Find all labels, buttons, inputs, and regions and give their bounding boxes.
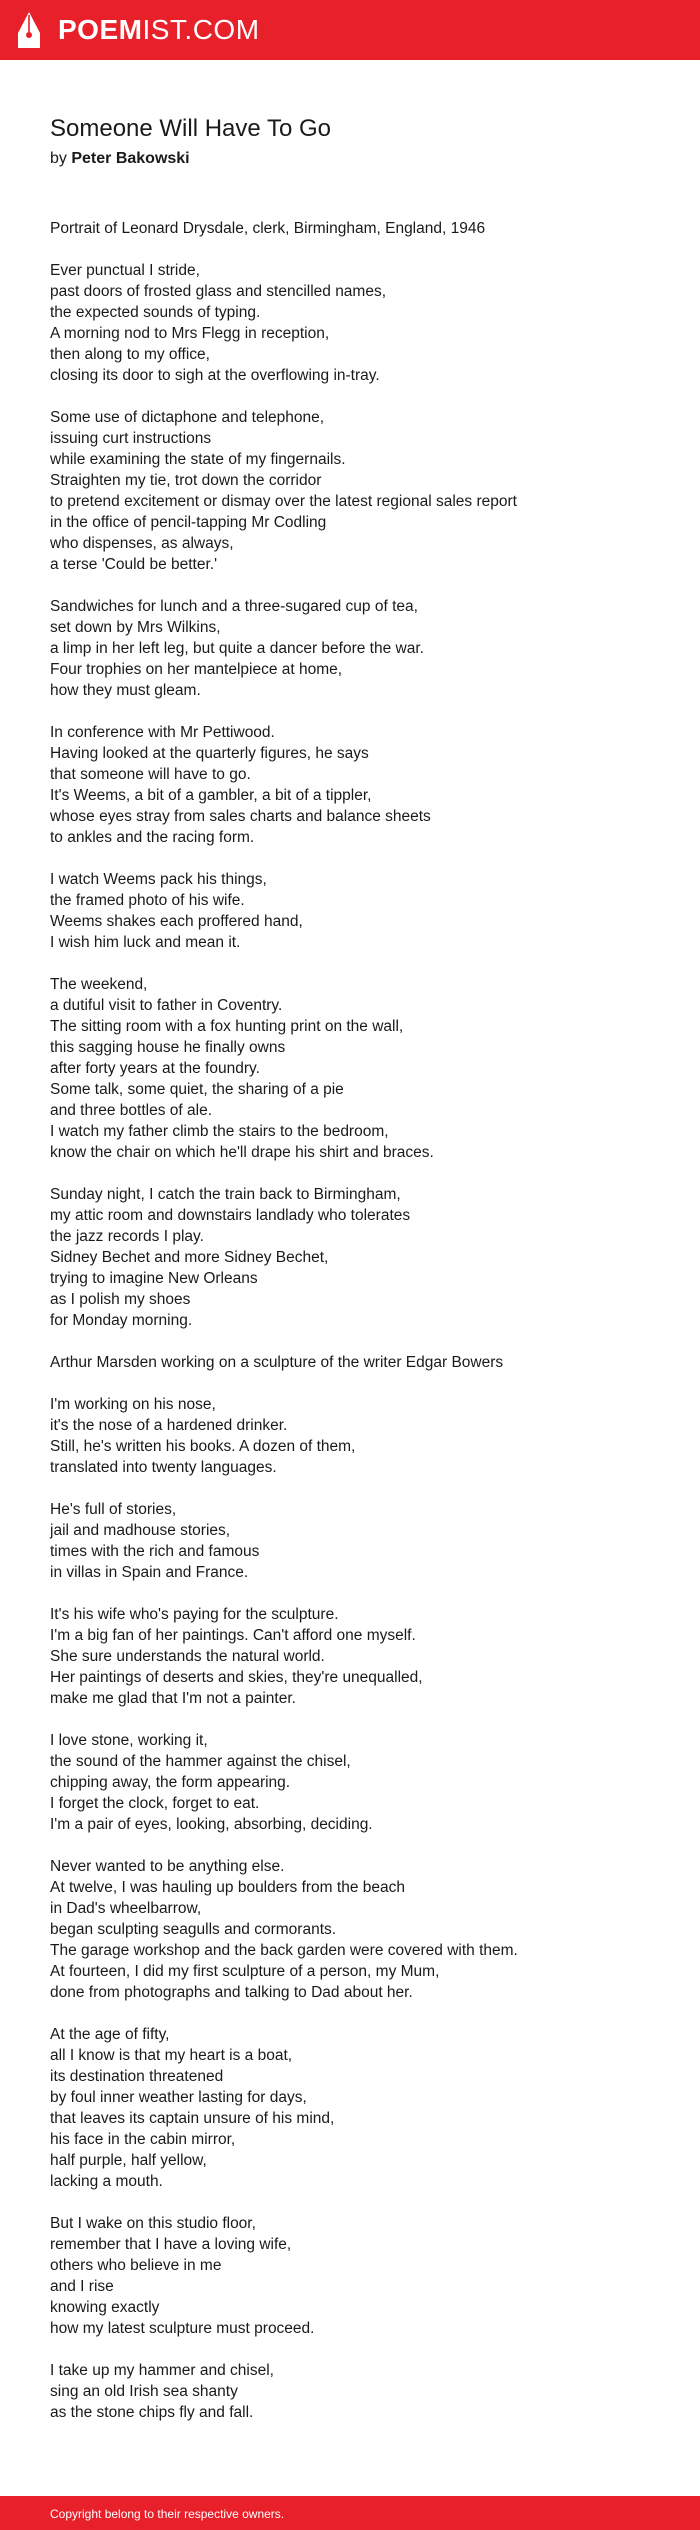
poem-line: The sitting room with a fox hunting print on the wall, bbox=[50, 1018, 404, 1035]
poem-line: times with the rich and famous bbox=[50, 1543, 260, 1560]
poem-line: At the age of fifty, bbox=[50, 2026, 170, 2043]
stanza-break bbox=[50, 2339, 650, 2360]
poem-line: knowing exactly bbox=[50, 2299, 160, 2316]
site-logo-link[interactable] bbox=[58, 13, 260, 47]
poem-line: while examining the state of my fingernails. bbox=[50, 451, 346, 468]
poem-line: sing an old Irish sea shanty bbox=[50, 2383, 238, 2400]
stanza-break bbox=[50, 239, 650, 260]
poem-line: to pretend excitement or dismay over the latest regional sales report bbox=[50, 493, 517, 510]
poem-line: for Monday morning. bbox=[50, 1312, 193, 1329]
poem-line: Never wanted to be anything else. bbox=[50, 1858, 285, 1875]
site-header bbox=[0, 0, 700, 60]
stanza-break bbox=[50, 1583, 650, 1604]
poem-line: It's his wife who's paying for the sculpture. bbox=[50, 1606, 339, 1623]
by-label: by bbox=[50, 150, 72, 167]
poem-line: this sagging house he finally owns bbox=[50, 1039, 286, 1056]
poem-line: it's the nose of a hardened drinker. bbox=[50, 1417, 288, 1434]
poem-line: I'm working on his nose, bbox=[50, 1396, 216, 1413]
poem-line: jail and madhouse stories, bbox=[50, 1522, 231, 1539]
poem-line: in the office of pencil-tapping Mr Codling bbox=[50, 514, 327, 531]
poem-line: I wish him luck and mean it. bbox=[50, 934, 241, 951]
poem-line: to ankles and the racing form. bbox=[50, 829, 255, 846]
poem-body bbox=[50, 218, 650, 2423]
brand-bold: POEM bbox=[58, 14, 143, 45]
stanza-break bbox=[50, 386, 650, 407]
poem-line: done from photographs and talking to Dad about her. bbox=[50, 1984, 413, 2001]
brand-light: IST.COM bbox=[142, 14, 260, 45]
poem-line: in Dad's wheelbarrow, bbox=[50, 1900, 202, 1917]
stanza-break bbox=[50, 848, 650, 869]
poem-line: the jazz records I play. bbox=[50, 1228, 204, 1245]
poem-byline bbox=[50, 148, 190, 170]
poem-line: that leaves its captain unsure of his mind, bbox=[50, 2110, 335, 2127]
poem-line: how they must gleam. bbox=[50, 682, 201, 699]
poem-line: Portrait of Leonard Drysdale, clerk, Birmingham, England, 1946 bbox=[50, 220, 486, 237]
poem-line: make me glad that I'm not a painter. bbox=[50, 1690, 296, 1707]
poem-line: the expected sounds of typing. bbox=[50, 304, 261, 321]
poem-line: In conference with Mr Pettiwood. bbox=[50, 724, 275, 741]
poem-line: Some talk, some quiet, the sharing of a pie bbox=[50, 1081, 344, 1098]
pen-nib-logo-icon[interactable] bbox=[16, 11, 42, 49]
poem-line: set down by Mrs Wilkins, bbox=[50, 619, 221, 636]
poem-line: who dispenses, as always, bbox=[50, 535, 234, 552]
poem-line: all I know is that my heart is a boat, bbox=[50, 2047, 293, 2064]
poem-line: a dutiful visit to father in Coventry. bbox=[50, 997, 283, 1014]
stanza-break bbox=[50, 1163, 650, 1184]
poem-line: I love stone, working it, bbox=[50, 1732, 208, 1749]
author-name[interactable]: Peter Bakowski bbox=[71, 150, 190, 167]
poem-line: Arthur Marsden working on a sculpture of the writer Edgar Bowers bbox=[50, 1354, 504, 1371]
poem-line: Sunday night, I catch the train back to Birmingham, bbox=[50, 1186, 401, 1203]
copyright-notice: Copyright belong to their respective owners. bbox=[50, 2507, 285, 2521]
poem-line: Still, he's written his books. A dozen of them, bbox=[50, 1438, 356, 1455]
poem-line: Some use of dictaphone and telephone, bbox=[50, 409, 325, 426]
poem-line: that someone will have to go. bbox=[50, 766, 251, 783]
site-footer bbox=[0, 2496, 700, 2530]
poem-line: translated into twenty languages. bbox=[50, 1459, 277, 1476]
poem-line: A morning nod to Mrs Flegg in reception, bbox=[50, 325, 330, 342]
poem-line: my attic room and downstairs landlady who tolerates bbox=[50, 1207, 411, 1224]
poem-line: half purple, half yellow, bbox=[50, 2152, 207, 2169]
poem-line: I watch my father climb the stairs to the bedroom, bbox=[50, 1123, 389, 1140]
stanza-break bbox=[50, 701, 650, 722]
poem-line: I watch Weems pack his things, bbox=[50, 871, 267, 888]
poem-line: He's full of stories, bbox=[50, 1501, 177, 1518]
poem-line: others who believe in me bbox=[50, 2257, 222, 2274]
poem-line: remember that I have a loving wife, bbox=[50, 2236, 292, 2253]
poem-line: I'm a pair of eyes, looking, absorbing, deciding. bbox=[50, 1816, 373, 1833]
poem-line: Having looked at the quarterly figures, he says bbox=[50, 745, 369, 762]
poem-title: Someone Will Have To Go bbox=[50, 115, 332, 142]
poem-line: The garage workshop and the back garden were covered with them. bbox=[50, 1942, 518, 1959]
stanza-break bbox=[50, 953, 650, 974]
poem-line: the framed photo of his wife. bbox=[50, 892, 245, 909]
poem-line: as the stone chips fly and fall. bbox=[50, 2404, 254, 2421]
poem-line: At fourteen, I did my first sculpture of a person, my Mum, bbox=[50, 1963, 440, 1980]
poem-line: chipping away, the form appearing. bbox=[50, 1774, 291, 1791]
poem-line: But I wake on this studio floor, bbox=[50, 2215, 256, 2232]
poem-line: as I polish my shoes bbox=[50, 1291, 191, 1308]
stanza-break bbox=[50, 2003, 650, 2024]
stanza-break bbox=[50, 2192, 650, 2213]
stanza-break bbox=[50, 1835, 650, 1856]
poem-line: I'm a big fan of her paintings. Can't afford one myself. bbox=[50, 1627, 416, 1644]
poem-line: Ever punctual I stride, bbox=[50, 262, 200, 279]
stanza-break bbox=[50, 1478, 650, 1499]
poem-line: began sculpting seagulls and cormorants. bbox=[50, 1921, 337, 1938]
poem-line: know the chair on which he'll drape his shirt and braces. bbox=[50, 1144, 434, 1161]
poem-line: and I rise bbox=[50, 2278, 114, 2295]
poem-line: past doors of frosted glass and stencilled names, bbox=[50, 283, 387, 300]
poem-line: its destination threatened bbox=[50, 2068, 224, 2085]
poem-line: his face in the cabin mirror, bbox=[50, 2131, 236, 2148]
poem-line: trying to imagine New Orleans bbox=[50, 1270, 258, 1287]
poem-line: Four trophies on her mantelpiece at home, bbox=[50, 661, 343, 678]
poem-line: Weems shakes each proffered hand, bbox=[50, 913, 303, 930]
poem-line: the sound of the hammer against the chisel, bbox=[50, 1753, 351, 1770]
poem-line: whose eyes stray from sales charts and balance sheets bbox=[50, 808, 431, 825]
poem-line: Straighten my tie, trot down the corridor bbox=[50, 472, 322, 489]
poem-line: and three bottles of ale. bbox=[50, 1102, 213, 1119]
poem-line: lacking a mouth. bbox=[50, 2173, 163, 2190]
poem-line: Her paintings of deserts and skies, they're unequalled, bbox=[50, 1669, 423, 1686]
poem-line: It's Weems, a bit of a gambler, a bit of a tippler, bbox=[50, 787, 372, 804]
poem-line: At twelve, I was hauling up boulders from the beach bbox=[50, 1879, 405, 1896]
poem-line: a limp in her left leg, but quite a dancer before the war. bbox=[50, 640, 424, 657]
stanza-break bbox=[50, 1709, 650, 1730]
poem-line: in villas in Spain and France. bbox=[50, 1564, 249, 1581]
poem-line: how my latest sculpture must proceed. bbox=[50, 2320, 315, 2337]
poem-line: Sandwiches for lunch and a three-sugared cup of tea, bbox=[50, 598, 418, 615]
poem-line: issuing curt instructions bbox=[50, 430, 212, 447]
poem-line: I take up my hammer and chisel, bbox=[50, 2362, 274, 2379]
stanza-break bbox=[50, 1373, 650, 1394]
poem-line: then along to my office, bbox=[50, 346, 210, 363]
stanza-break bbox=[50, 575, 650, 596]
poem-line: closing its door to sigh at the overflowing in-tray. bbox=[50, 367, 380, 384]
poem-line: a terse 'Could be better.' bbox=[50, 556, 218, 573]
poem-line: The weekend, bbox=[50, 976, 148, 993]
poem-line: I forget the clock, forget to eat. bbox=[50, 1795, 260, 1812]
poem-line: She sure understands the natural world. bbox=[50, 1648, 325, 1665]
poem-line: after forty years at the foundry. bbox=[50, 1060, 260, 1077]
stanza-break bbox=[50, 1331, 650, 1352]
poem-line: Sidney Bechet and more Sidney Bechet, bbox=[50, 1249, 329, 1266]
poem-line: by foul inner weather lasting for days, bbox=[50, 2089, 307, 2106]
